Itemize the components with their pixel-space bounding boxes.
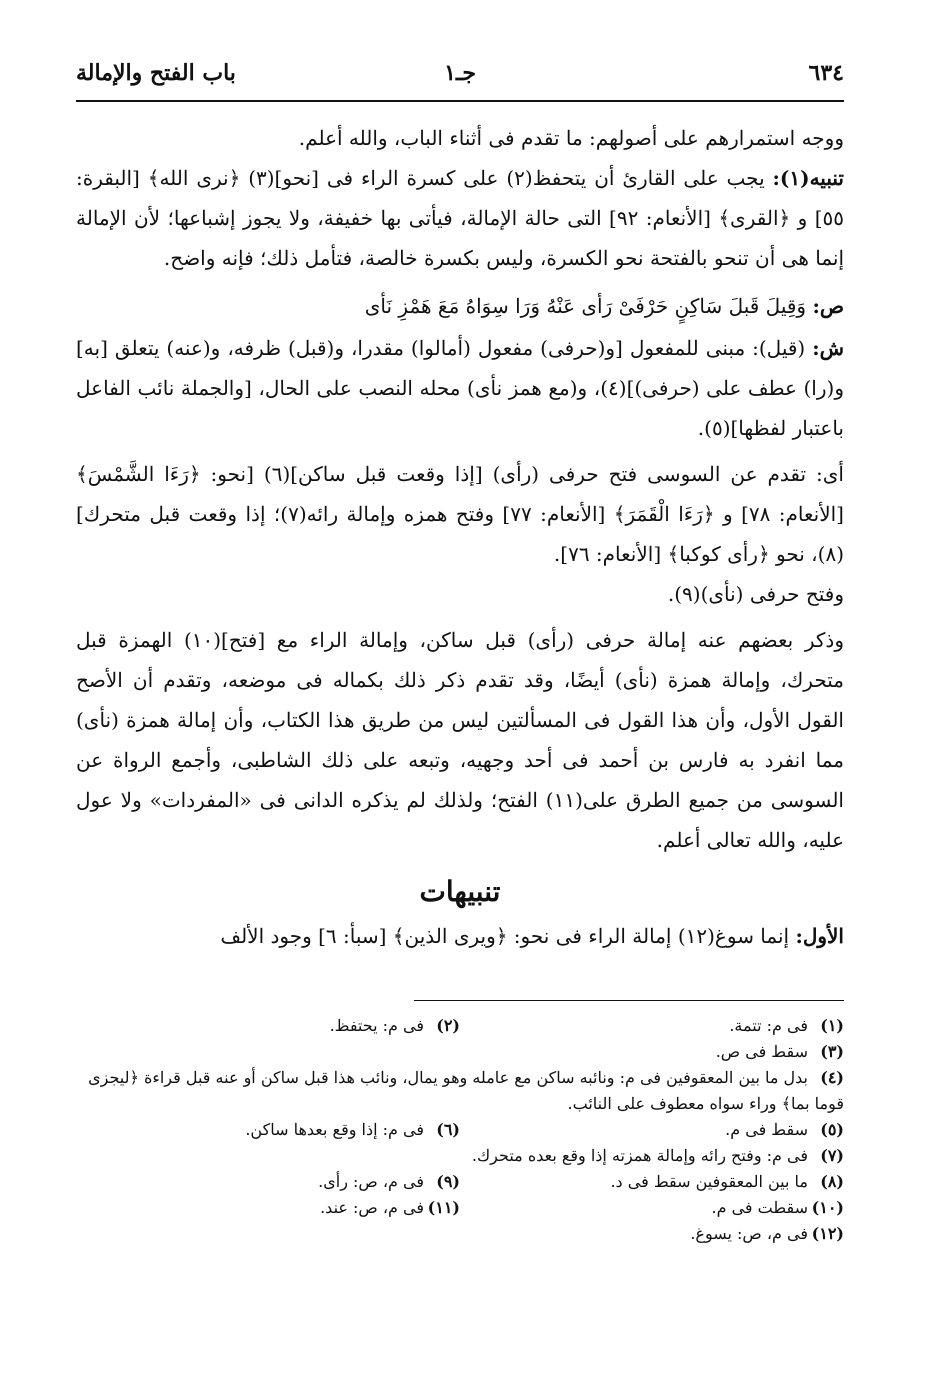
chapter-title: باب الفتح والإمالة — [76, 60, 236, 86]
main-text — [76, 118, 844, 956]
footnote: (٣)سقط فى ص. — [715, 1042, 844, 1061]
footnote: (٦)فى م: إذا وقع بعدها ساكن. — [245, 1120, 460, 1139]
paragraph: الأول: إنما سوغ(١٢) إمالة الراء فى نحو: ﴿ويرى الذين﴾ [سبأ: ٦] وجود الألف — [220, 924, 844, 948]
paragraph: تنبيه(١): يجب على القارئ أن يتحفظ(٢) على كسرة الراء فى [نحو](٣) ﴿نرى الله﴾ [البقرة: ٥٥] و ﴿القرى﴾ [الأنعام: ٩٢] التى حالة الإمالة، فيأتى بها خفيفة، ولا يجوز إشباعها؛ لأن الإمالة إنما هى أن تنحو بالفتحة نحو الكسرة، وليس بكسرة خالصة، فتأمل ذلك؛ فإنه واضح. — [76, 166, 844, 270]
page-header — [76, 52, 844, 104]
paragraph: وفتح حرفى (نأى)(٩). — [667, 582, 844, 606]
footnote-row — [76, 1039, 844, 1065]
sharh-label: ش: — [812, 336, 844, 360]
footnote: (٤)بدل ما بين المعقوفين فى م: ونائبه ساكن مع عامله وهو يمال، ونائب هذا قبل ساكن أو عنه قبل قراءة ﴿ليجزى قوما بما﴾ وراء سواه معطوف على النائب. — [88, 1068, 844, 1113]
paragraph: ووجه استمرارهم على أصولهم: ما تقدم فى أثناء الباب، والله أعلم. — [298, 126, 844, 150]
footnote-row — [76, 1169, 844, 1195]
footnote-row — [76, 1065, 844, 1117]
paragraph: أى: تقدم عن السوسى فتح حرفى (رأى) [إذا وقعت قبل ساكن](٦) [نحو: ﴿رَءَا الشَّمْسَ﴾ [الأنعام: ٧٨] و ﴿رَءَا الْقَمَرَ﴾ [الأنعام: ٧٧] وفتح همزه وإمالة رائه(٧)؛ إذا وقعت قبل متحرك](٨)، نحو ﴿رأى كوكبا﴾ [الأنعام: ٧٦]. — [76, 462, 844, 566]
footnote: (١)فى م: تتمة. — [729, 1016, 844, 1035]
paragraph: وذكر بعضهم عنه إمالة حرفى (رأى) قبل ساكن، وإمالة الراء مع [فتح](١٠) الهمزة قبل متحرك، وإمالة همزة (نأى) أيضًا، وقد تقدم ذكر ذلك بكماله فى موضعه، وتقدم أن الأصح القول الأول، وأن هذا القول فى المسألتين ليس من طريق هذا الكتاب، وأن إمالة همزة (نأى) مما انفرد به فارس بن أحمد فى أحد وجهيه، وتبعه على ذلك الشاطبى، وأجمع الرواة عن السوسى من جميع الطرق على(١١) الفتح؛ ولذلك لم يذكره الدانى فى «المفردات» ولا عول عليه، والله تعالى أعلم. — [76, 628, 844, 852]
footnote: (١٠)سقطت فى م. — [711, 1198, 844, 1217]
header-rule — [76, 100, 844, 102]
footnote: (١٢)فى م، ص: يسوغ. — [690, 1224, 844, 1243]
footnote: (١١)فى م، ص: عند. — [320, 1198, 460, 1217]
footnote: (٢)فى م: يحتفظ. — [329, 1016, 460, 1035]
footnote: (٧)فى م: وفتح رائه وإمالة همزته إذا وقع بعده متحرك. — [471, 1146, 844, 1165]
verse-line: ص: وَقِيلَ قَبلَ سَاكِنٍ حَرْفَىْ رَأى عَنْهُ وَرَا سِوَاهُ مَعَ هَمْزِ نَأى — [364, 294, 844, 318]
footnote: (٥)سقط فى م. — [725, 1120, 844, 1139]
footnote-row — [76, 1143, 844, 1169]
page-number: ٦٣٤ — [808, 60, 844, 86]
item-label: الأول: — [795, 924, 844, 948]
volume-label: جـ١ — [444, 60, 476, 86]
footnote-row — [76, 1013, 844, 1039]
footnote: (٨)ما بين المعقوفين سقط فى د. — [610, 1172, 844, 1191]
footnote-separator — [414, 1000, 844, 1001]
footnote-row — [76, 1221, 844, 1247]
note-label: تنبيه(١): — [772, 166, 844, 190]
book-page — [76, 52, 844, 1247]
footnotes — [76, 1013, 844, 1247]
verse-label: ص: — [812, 294, 844, 318]
footnote: (٩)فى م، ص: رأى. — [318, 1172, 460, 1191]
footnote-row — [76, 1117, 844, 1143]
paragraph: ش: (قيل): مبنى للمفعول [و(حرفى) مفعول (أمالوا) مقدرا، و(قبل) ظرفه، و(عنه) يتعلق [به] و(را) عطف على (حرفى)](٤)، و(مع همز نأى) محله النصب على الحال، [والجملة نائب الفاعل باعتبار لفظها](٥). — [76, 336, 844, 440]
footnote-row — [76, 1195, 844, 1221]
section-heading: تنبيهات — [419, 875, 501, 908]
